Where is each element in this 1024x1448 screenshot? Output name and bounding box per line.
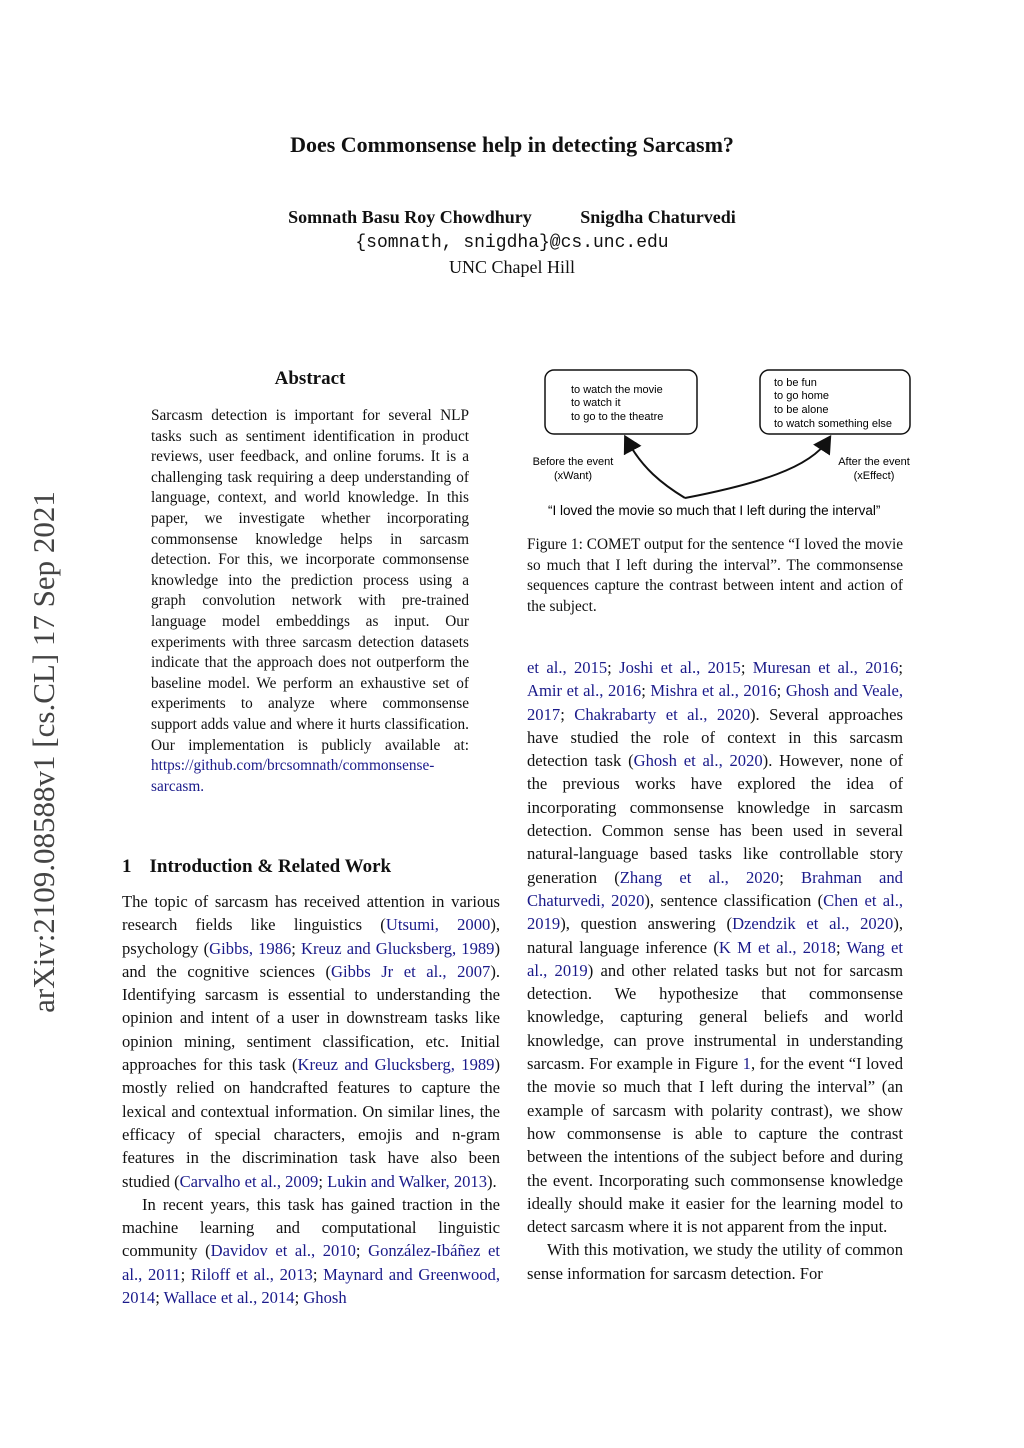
want-arrow: [627, 440, 685, 498]
code-link[interactable]: https://github.com/brcsomnath/commonsense-sarcasm.: [151, 757, 435, 795]
abstract-heading: Abstract: [274, 368, 346, 389]
paragraph: [122, 1193, 500, 1309]
citation-link[interactable]: Wang et al., 2019: [527, 937, 903, 980]
body-text: ;: [312, 1264, 324, 1284]
want-item: to watch the movie: [571, 384, 663, 396]
body-text: ;: [641, 681, 651, 701]
want-item: to go to the theatre: [571, 411, 664, 423]
citation-link[interactable]: et al., 2015: [527, 658, 608, 677]
abstract-text: Sarcasm detection is important for several NLP tasks such as sentiment identification in product reviews, user feedback, and online forums. It is a challenging task requiring a deep understanding of language, context, and world knowledge. In this paper, we investigate whether incorporating commonsense knowledge helps in sarcasm detection. For this, we incorporate commonsense knowledge into the prediction process using a graph convolution network with pre-trained language model embeddings as input. Our experiments with three sarcasm detection datasets indicate that the approach does not outperform the baseline model. We perform an exhaustive set of experiments to analyze where commonsense support adds value and where it hurts classification. Our implementation is publicly available at:: [151, 407, 469, 754]
effect-item: to be fun: [774, 377, 817, 389]
citation-link[interactable]: Kreuz and Glucksberg, 1989: [301, 938, 495, 958]
citation-link[interactable]: Ghosh and Veale, 2017: [527, 681, 903, 724]
citation-link[interactable]: Lukin and Walker, 2013: [327, 1171, 488, 1191]
citation-link[interactable]: Ghosh: [303, 1288, 347, 1308]
body-text: ;: [355, 1241, 369, 1261]
body-text: The topic of sarcasm has received attention in various research fields like linguistics (: [122, 892, 500, 935]
citation-link[interactable]: Kreuz and Glucksberg, 1989: [297, 1055, 495, 1075]
citation-link[interactable]: Gibbs Jr et al., 2007: [331, 961, 491, 981]
paper-title: Does Commonsense help in detecting Sarcasm?: [290, 132, 734, 157]
section-heading: [122, 856, 391, 878]
before-sublabel: (xWant): [553, 470, 593, 482]
citation-link[interactable]: Chen et al., 2019: [527, 890, 904, 934]
body-text: , for the event “I loved the movie so much that I left during the interval” (an example of sarcasm with polarity contrast), we show how commonsense is able to capture the contrast between the intentions of the subject before and during the event. Incorporating such commonsense knowledge ideally should make it easier for the learning model to detect sarcasm where it is not apparent from the input.: [527, 1054, 904, 1237]
body-text: ;: [180, 1264, 191, 1284]
body-text: ).: [487, 1171, 497, 1191]
body-text: ) and other related tasks but not for sarcasm detection. We hypothesize that commonsense knowledge, capturing general beliefs and world knowledge, can prove instrumental in understanding sarcasm. For example in Figure: [527, 960, 903, 1074]
citation-link[interactable]: Utsumi, 2000: [385, 915, 491, 935]
body-text: ;: [740, 658, 753, 677]
author-name: Snigdha Chaturvedi: [580, 207, 736, 227]
citation-link[interactable]: 1: [742, 1054, 751, 1074]
after-label: After the event: [838, 456, 910, 468]
citation-link[interactable]: Zhang et al., 2020: [619, 867, 780, 887]
body-text: ). However, none of the previous works have explored the idea of incorporating commonsense knowledge in sarcasm detection. Common sense has been used in several natural-language based tasks like controllable story generation (: [527, 751, 904, 887]
before-label: Before the event: [532, 456, 614, 468]
want-item: to watch it: [571, 397, 621, 409]
comet-diagram: [527, 364, 917, 524]
body-text: ;: [155, 1288, 164, 1308]
paragraph: [527, 656, 903, 1238]
effect-item: to watch something else: [774, 418, 893, 430]
want-box: [545, 370, 697, 434]
citation-link[interactable]: Joshi et al., 2015: [619, 658, 741, 677]
citation-link[interactable]: González-Ibáñez et al., 2011: [122, 1241, 501, 1284]
section-title: Introduction & Related Work: [149, 856, 392, 877]
author-list: [0, 207, 1024, 228]
body-text: ;: [779, 867, 801, 887]
body-text: ;: [318, 1171, 328, 1191]
body-text: ;: [776, 681, 786, 701]
effect-item: to be alone: [774, 404, 829, 416]
figure-1: [527, 364, 917, 524]
citation-link[interactable]: Chakrabarty et al., 2020: [574, 704, 751, 724]
event-sentence: “I loved the movie so much that I left during the interval”: [548, 503, 881, 518]
section-number: 1: [122, 856, 132, 877]
body-text: ), natural language inference (: [527, 914, 903, 957]
body-text: ;: [294, 1288, 304, 1308]
body-text: ), question answering (: [560, 914, 733, 934]
citation-link[interactable]: Brahman and Chaturvedi, 2020: [527, 867, 903, 910]
citation-link[interactable]: Amir et al., 2016: [527, 681, 642, 701]
right-column: [527, 656, 903, 1285]
author-emails: {somnath, snigdha}@cs.unc.edu: [355, 233, 669, 253]
paragraph: [122, 890, 500, 1193]
citation-link[interactable]: Davidov et al., 2010: [210, 1241, 356, 1261]
citation-link[interactable]: Mishra et al., 2016: [650, 681, 777, 701]
body-text: ). Identifying sarcasm is essential to understanding the opinion and intent of a user in downstream tasks like opinion mining, sentiment classification, etc. Initial approaches for this task (: [122, 961, 500, 1075]
paragraph: [527, 1238, 903, 1285]
body-text: ;: [560, 704, 575, 724]
body-text: With this motivation, we study the utility of common sense information for sarcasm detection. For: [527, 1240, 903, 1283]
body-text: ) and the cognitive sciences (: [122, 938, 500, 981]
abstract-body: [151, 406, 469, 797]
citation-link[interactable]: Carvalho et al., 2009: [179, 1171, 319, 1191]
body-text: ;: [607, 658, 620, 677]
effect-arrow: [685, 440, 828, 498]
citation-link[interactable]: Riloff et al., 2013: [190, 1264, 313, 1284]
affiliation: UNC Chapel Hill: [449, 257, 575, 277]
left-column: [122, 890, 500, 1309]
citation-link[interactable]: Dzendzik et al., 2020: [732, 914, 894, 934]
body-text: ), psychology (: [122, 915, 501, 958]
citation-link[interactable]: Muresan et al., 2016: [752, 658, 899, 677]
body-text: ;: [898, 658, 904, 677]
body-text: ;: [835, 937, 847, 957]
body-text: ;: [291, 938, 302, 958]
author-name: Somnath Basu Roy Chowdhury: [288, 207, 532, 227]
body-text: ) mostly relied on handcrafted features to capture the lexical and contextual information. On similar lines, the efficacy of special characters, emojis and n-gram features in the discrimination task have also been studied (: [122, 1055, 500, 1191]
after-sublabel: (xEffect): [853, 470, 895, 482]
arxiv-identifier: arXiv:2109.08588v1 [cs.CL] 17 Sep 2021: [26, 491, 61, 1013]
citation-link[interactable]: K M et al., 2018: [718, 937, 836, 957]
body-text: ), sentence classification (: [644, 890, 824, 910]
effect-item: to go home: [774, 390, 830, 402]
citation-link[interactable]: Maynard and Greenwood, 2014: [122, 1264, 500, 1308]
citation-link[interactable]: Gibbs, 1986: [209, 938, 292, 958]
figure-caption: Figure 1: COMET output for the sentence “I loved the movie so much that I left during the interval”. The commonsense sequences capture the contrast between intent and action of the subject.: [527, 536, 903, 615]
citation-link[interactable]: Wallace et al., 2014: [163, 1288, 295, 1308]
body-text: In recent years, this task has gained traction in the machine learning and computational linguistic community (: [122, 1194, 500, 1261]
citation-link[interactable]: Ghosh et al., 2020: [633, 751, 763, 771]
body-text: ). Several approaches have studied the role of context in this sarcasm detection task (: [527, 704, 903, 771]
